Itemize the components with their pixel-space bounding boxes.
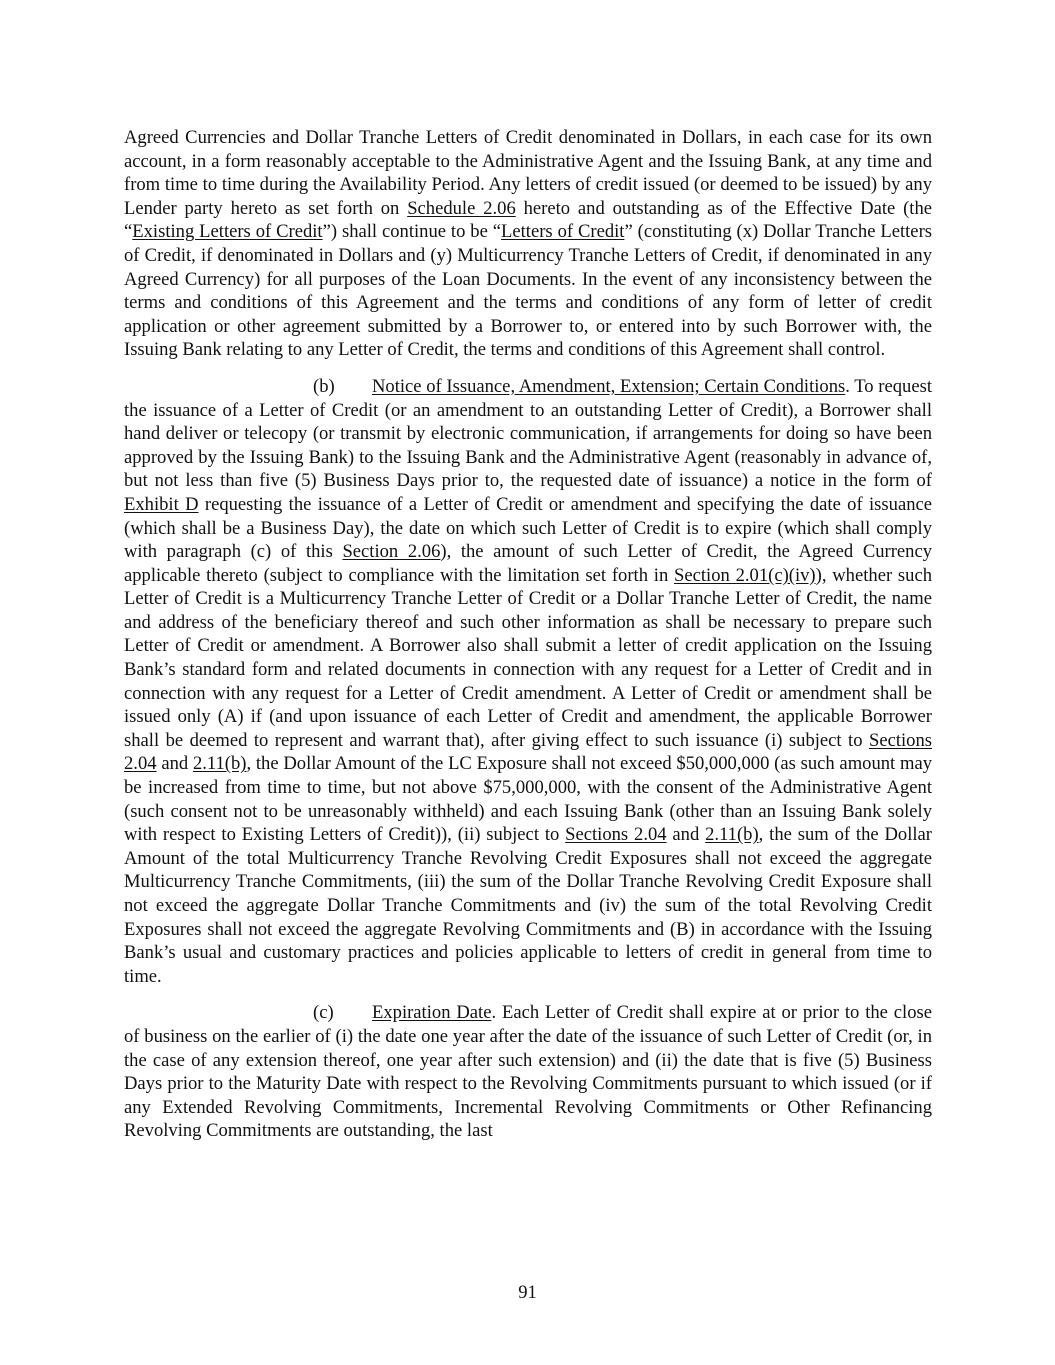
cross-reference-schedule-2-06: Schedule 2.06 — [407, 197, 516, 219]
cross-reference-section-2-06: Section 2.06 — [342, 541, 441, 563]
text-run: Agreed Currencies and Dollar Tranche Letters of Credit denominated in Dollars, in each case for its own account, in a form reasonably acceptable to the Administrative Agent and the Issuing Bank, at any time and from time to time during the Availability Period. Any letters of credit issued (or deemed to be issued) by any Lender party hereto as set forth on — [124, 127, 932, 219]
text-run: . Each Letter of Credit shall expire at or prior to the close of business on the earlier of (i) the date one year after the date of the issuance of such Letter of Credit (or, in the case of any extension thereof, one year after such extension) and (ii) the date that is five (5) Business Days prior to the Maturity Date with respect to the Revolving Commitments pursuant to which issued (or if any Extended Revolving Commitments, Incremental Revolving Commitments or Other Refinancing Revolving Commitments are outstanding, the last — [124, 1002, 932, 1142]
text-run: ”) shall continue to be “ — [322, 221, 502, 243]
paragraph-c — [124, 1001, 932, 1143]
text-run: . To request the issuance of a Letter of Credit (or an amendment to an outstanding Letter of Credit), a Borrower shall hand deliver or telecopy (or transmit by electronic communication, if arrangements for doing so have been approved by the Issuing Bank) to the Issuing Bank and the Administrative Agent (reasonably in advance of, but not less than five (5) Business Days prior to, the requested date of issuance) a notice in the form of — [124, 375, 932, 492]
text-run: , the Dollar Amount of the LC Exposure shall not exceed $50,000,000 (as such amount may be increased from time to time, but not above $75,000,000, with the consent of the Administrative Agent (such consent not to be unreasonably withheld) and each Issuing Bank (other than an Issuing Bank solely with respect to Existing Letters of Credit)), (ii) subject to — [124, 753, 932, 846]
cross-reference-exhibit-d: Exhibit D — [124, 493, 199, 515]
page-number: 91 — [518, 1282, 537, 1303]
cross-reference-sections-2-04: Sections 2.04 — [565, 824, 667, 846]
paragraph-label-c: (c) — [313, 1002, 334, 1024]
cross-reference-sections-2-04: Sections 2.04 — [124, 729, 932, 775]
text-run: ), the amount of such Letter of Credit, the Agreed Currency applicable thereto (subject to compliance with the limitation set forth in — [124, 541, 933, 586]
text-run: ” (constituting (x) Dollar Tranche Letters of Credit, if denominated in Dollars and (y) Multicurrency Tranche Letters of Credit, if denominated in any Agreed Currency) for all purposes of the Loan Documents. In the event of any inconsistency between the terms and conditions of this Agreement and the terms and conditions of any form of letter of credit application or other agreement submitted by a Borrower to, or entered into by such Borrower with, the Issuing Bank relating to any Letter of Credit, the terms and conditions of this Agreement shall control. — [124, 221, 932, 361]
paragraph-a-continuation — [124, 126, 932, 362]
cross-reference-2-11-b: 2.11(b) — [705, 824, 759, 846]
text-run: and — [156, 753, 193, 775]
paragraph-b — [124, 375, 932, 988]
paragraph-heading-c: Expiration Date — [372, 1002, 492, 1024]
paragraph-heading-b: Notice of Issuance, Amendment, Extension; Certain Conditions — [372, 375, 846, 397]
cross-reference-2-11-b: 2.11(b) — [192, 753, 247, 775]
paragraph-label-b: (b) — [313, 375, 335, 397]
text-run: hereto and outstanding as of the Effective Date (the “ — [124, 197, 933, 243]
cross-reference-section-2-01-c-iv: Section 2.01(c)(iv) — [674, 564, 816, 586]
text-run: ), whether such Letter of Credit is a Multicurrency Tranche Letter of Credit or a Dollar Tranche Letter of Credit, the name and address of the beneficiary thereof and such other information as shall be necessary to prepare such Letter of Credit or amendment. A Borrower also shall submit a letter of credit application on the Issuing Bank’s standard form and related documents in connection with any request for a Letter of Credit and in connection with any request for a Letter of Credit amendment. A Letter of Credit or amendment shall be issued only (A) if (and upon issuance of each Letter of Credit and amendment, the applicable Borrower shall be deemed to represent and warrant that), after giving effect to such issuance (i) subject to — [124, 564, 933, 751]
defined-term-letters-of-credit: Letters of Credit — [501, 221, 625, 243]
text-run: , the sum of the Dollar Amount of the total Multicurrency Tranche Revolving Credit Exposures shall not exceed the aggregate Multicurrency Tranche Commitments, (iii) the sum of the Dollar Tranche Revolving Credit Exposure shall not exceed the aggregate Dollar Tranche Commitments and (iv) the sum of the total Revolving Credit Exposures shall not exceed the aggregate Revolving Commitments and (B) in accordance with the Issuing Bank’s usual and customary practices and policies applicable to letters of credit in general from time to time. — [124, 824, 932, 987]
document-body — [124, 126, 932, 1156]
text-run: requesting the issuance of a Letter of Credit or amendment and specifying the date of issuance (which shall be a Business Day), the date on which such Letter of Credit is to expire (which shall comply with paragraph (c) of this — [124, 493, 932, 563]
text-run: and — [666, 824, 706, 846]
defined-term-existing-letters-of-credit: Existing Letters of Credit — [132, 221, 323, 243]
